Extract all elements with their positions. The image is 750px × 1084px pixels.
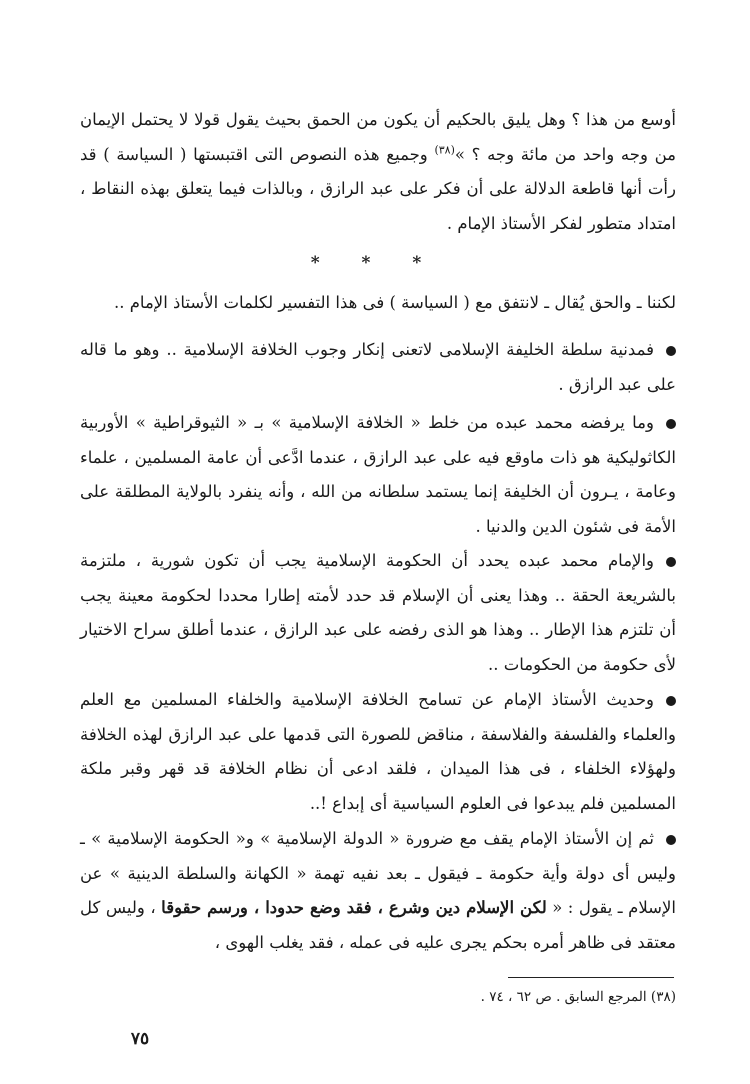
intro-text-start: أوسع من هذا ؟ وهل يليق بالحكيم أن يكون من الحمق بحيث يقول قولا لا يحتمل الإيمان من وجه واحد من مائة وجه ؟ »: [80, 110, 676, 164]
lead-text: لكننا ـ والحق يُقال ـ لانتفق مع ( السياسة ) فى هذا التفسير لكلمات الأستاذ الإمام ..: [113, 293, 676, 312]
section-separator: * * *: [310, 253, 440, 273]
footnote: (٣٨) المرجع السابق . ص ٦٢ ، ٧٤ .: [480, 989, 676, 1005]
intro-paragraph: [80, 103, 676, 241]
bullet-text: ثم إن الأستاذ الإمام يقف مع ضرورة « الدولة الإسلامية » و« الحكومة الإسلامية » ـ وليس أى دولة وأية حكومة ـ فيقول ـ بعد نفيه تهمة « الكهانة والسلطة الدينية » عن الإسلام ـ يقول : «: [80, 829, 677, 917]
bullet-paragraph-3: [80, 544, 676, 682]
bullet-paragraph-1: [80, 333, 676, 402]
lead-paragraph: [80, 286, 676, 321]
footnote-divider: [508, 977, 674, 978]
bullet-paragraph-2: [80, 406, 676, 544]
bullet-dot-icon: [666, 696, 676, 706]
bullet-text: وما يرفضه محمد عبده من خلط « الخلافة الإسلامية » بـ « الثيوقراطية » الأوربية الكاثوليكية هو ذات ماوقع فيه على عبد الرازق ، عندما ادَّعى أن عامة المسلمين ، علماء وعامة ، يـرون أن الخليفة إنما يستمد سلطانه من الله ، وأنه ينفرد بالولاية المطلقة على الأمة فى شئون الدين والدنيا .: [80, 413, 676, 536]
page-number: ٧٥: [130, 1029, 150, 1049]
bullet-text-continued: ، وليس كل معتقد فى ظاهر أمره بحكم يجرى عليه فى عمله ، فقد يغلب الهوى ،: [80, 898, 676, 952]
bullet-paragraph-5: [80, 822, 676, 960]
bullet-text: وحديث الأستاذ الإمام عن تسامح الخلافة الإسلامية والخلفاء المسلمين مع العلم والعلماء والفلسفة والفلاسفة ، مناقض للصورة التى قدمها على عبد الرازق لهذه الخلافة ولهؤلاء الخلفاء ، فى هذا الميدان ، فلقد ادعى أن نظام الخلافة قد قهر وقبر ملكة المسلمين فلم يبدعوا فى العلوم السياسية أى إبداع !..: [80, 690, 676, 813]
bullet-dot-icon: [666, 835, 676, 845]
bullet-paragraph-4: [80, 683, 676, 821]
bold-quote: لكن الإسلام دين وشرع ، فقد وضع حدودا ، ورسم حقوقا: [161, 898, 547, 917]
bullet-text: فمدنية سلطة الخليفة الإسلامى لاتعنى إنكار وجوب الخلافة الإسلامية .. وهو ما قاله على عبد الرازق .: [80, 340, 676, 394]
bullet-dot-icon: [666, 419, 676, 429]
bullet-dot-icon: [666, 346, 676, 356]
intro-text-end: وجميع هذه النصوص التى اقتبستها ( السياسة ) قد رأت أنها قاطعة الدلالة على أن فكر على عبد الرازق ، وبالذات فيما يتعلق بهذه النقاط ، امتداد متطور لفكر الأستاذ الإمام .: [80, 144, 676, 233]
bullet-dot-icon: [666, 557, 676, 567]
bullet-text: والإمام محمد عبده يحدد أن الحكومة الإسلامية يجب أن تكون شورية ، ملتزمة بالشريعة الحقة .. وهذا يعنى أن الإسلام قد حدد لأمته إطارا محددا لحكومة معينة يجب أن تلتزم هذا الإطار .. وهذا هو الذى رفضه على عبد الرازق ، عندما أطلق سراح الاختيار لأى حكومة من الحكومات ..: [80, 551, 676, 674]
footnote-reference: (٣٨): [434, 143, 455, 156]
